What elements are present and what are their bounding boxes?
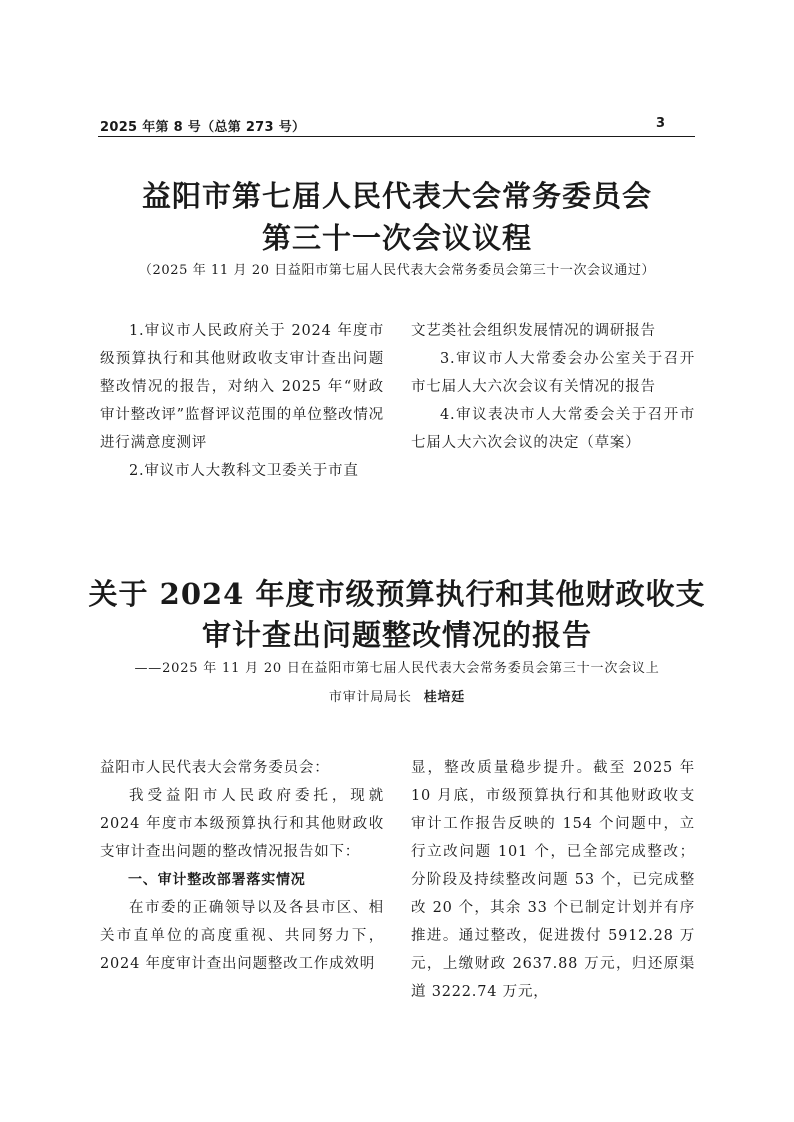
report-title-line1: 关于 2024 年度市级预算执行和其他财政收支 [88,577,706,611]
report-author [0,688,794,708]
report-right-column [411,754,695,1006]
agenda-right-column [411,317,695,457]
agenda-note: （2025 年 11 月 20 日益阳市第七届人民代表大会常务委员会第三十一次会议通过） [138,263,656,278]
agenda-title-line2: 第三十一次会议议程 [261,221,532,255]
section-heading: 一、审计整改部署落实情况 [128,872,306,888]
agenda-item-1: 1.审议市人民政府关于 2024 年度市级预算执行和其他财政收支审计查出问题整改情况的报告，对纳入 2025 年“财政审计整改评”监督评议范围的单位整改情况进行满意度测评 [100,323,384,451]
report-subtitle: ——2025 年 11 月 20 日在益阳市第七届人民代表大会常务委员会第三十一次会议上 [134,661,660,676]
agenda-item-4: 4.审议表决市人大常委会关于召开市七届人大六次会议的决定（草案） [411,407,695,451]
agenda-title-line1: 益阳市第七届人民代表大会常务委员会 [141,179,652,213]
agenda-item-3: 3.审议市人大常委会办公室关于召开市七届人大六次会议有关情况的报告 [411,351,695,395]
header-rule [98,136,695,137]
section1-paragraph-continuation: 显，整改质量稳步提升。截至 2025 年 10 月底，市级预算执行和其他财政收支审计工作报告反映的 154 个问题中，立行立改问题 101 个，已全部完成整改；分阶段及持续整改问题 53 个，已完成整改 20 个，其余 33 个已制定计划并有序推进。通过整改，促进拨付 5912.28 万元，上缴财政 2637.88 万元，归还原渠道 3222.74 万元， [411,760,695,1000]
agenda-item-2-continuation: 文艺类社会组织发展情况的调研报告 [411,323,656,339]
report-salutation: 益阳市人民代表大会常务委员会： [100,760,330,776]
agenda-left-column [100,317,384,485]
section1-paragraph-start: 在市委的正确领导以及各县市区、相关市直单位的高度重视、共同努力下，2024 年度审计查出问题整改工作成效明 [100,900,384,972]
report-intro: 我受益阳市人民政府委托，现就 2024 年度市本级预算执行和其他财政收支审计查出问题的整改情况报告如下： [100,788,384,860]
author-name: 桂培廷 [423,690,466,705]
report-title-line2: 审计查出问题整改情况的报告 [201,618,592,652]
page-number: 3 [655,116,665,131]
author-role: 市审计局局长 [328,690,412,705]
agenda-item-2: 2.审议市人大教科文卫委关于市直 [129,463,359,479]
issue-label: 2025 年第 8 号（总第 273 号） [100,120,306,135]
report-left-column [100,754,384,978]
